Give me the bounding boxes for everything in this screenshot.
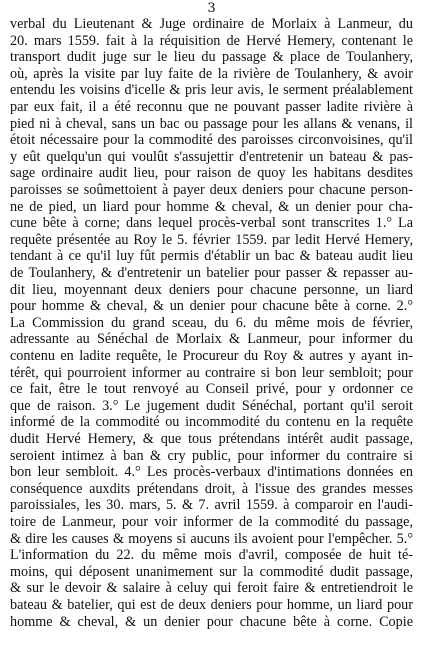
text-line: étoit nécessaire pour la commodité des paroisses circonvoisines, qu'il <box>10 132 413 149</box>
text-line: que de raison. 3.° Le jugement dudit Sénéchal, portant qu'il seroit <box>10 397 413 414</box>
text-line: de Toulanhery, & d'entretenir un batelier pour passer & repasser au- <box>10 265 413 281</box>
text-line: moins, qui déposent unanimement sur la commodité dudit passage, <box>10 563 413 580</box>
text-line: & sur le devoir & salaire à celuy qui feroit faire & entretiendroit le <box>10 580 413 597</box>
text-line: toire de Lanmeur, pour voir informer de la commodité du passage, <box>10 514 413 530</box>
text-line: térêt, qui pourroient informer au contraire si bon leur sembloit; pour <box>10 364 413 381</box>
text-line: entendu les voisins d'icelle & pris leur avis, le serment préalablement <box>10 82 413 99</box>
text-line: pied ni à cheval, sans un bac ou passage pour les allans & venans, il <box>10 115 413 132</box>
text-line: paroissiales, les 30. mars, 5. & 7. avril 1559. à comparoir en l'audi- <box>10 497 413 514</box>
text-line: paroisses se soûmettoient à payer deux deniers pour chacune person- <box>10 182 413 198</box>
text-line: dudit Hervé Hemery, & que tous prétendans intérêt audit passage, <box>10 431 413 447</box>
text-line: bon leur sembloit. 4.° Les procès-verbaux d'intimations données en <box>10 464 413 481</box>
text-line: tendant à ce qu'il luy fût permis d'établir un bac & bateau audit lieu <box>10 248 413 265</box>
text-line: bateau & batelier, qui est de deux deniers pour homme, un liard pour <box>10 597 413 613</box>
text-line: conséquence auxdits prétendans droit, à l'issue des grandes messes <box>10 480 413 497</box>
text-line: informé de la commodité ou incommodité du contenu en la requête <box>10 414 413 431</box>
text-line: y eût quelqu'un qui voulût s'assujettir d'entretenir un bateau & pas- <box>10 148 413 165</box>
text-line: ne de pied, un liard pour homme & cheval, & un denier pour cha- <box>10 198 413 215</box>
text-line: seroient intimez à ban & cry public, pour informer du contraire si <box>10 447 413 464</box>
text-line: 20. mars 1559. fait à la réquisition de Hervé Hemery, contenant le <box>10 32 413 49</box>
text-line: cune bête à corne; dans lequel procès-verbal sont transcrites 1.° La <box>10 215 413 232</box>
text-line: dit lieu, moyennant deux deniers pour chacune personne, un liard <box>10 281 413 298</box>
page-number: 3 <box>207 1 216 16</box>
text-line: où, après la visite par luy faite de la rivière de Toulanhery, & avoir <box>10 65 413 82</box>
text-line: & dire les causes & moyens si aucuns ils avoient pour l'empêcher. 5.° <box>10 530 413 547</box>
text-line: transport dudit juge sur le lieu du passage & place de Toulanhery, <box>10 49 413 66</box>
text-line: ce fait, être le tout renvoyé au Conseil privé, pour y ordonner ce <box>10 381 413 398</box>
text-line: homme & cheval, & un denier pour chacune bête à corne. Copie <box>10 613 413 630</box>
text-line: contenu en ladite requête, le Procureur du Roy & autres y ayant in- <box>10 348 413 364</box>
text-line: sage ordinaire audit lieu, pour raison de quoy les habitans desdites <box>10 165 413 182</box>
text-line: requête présentée au Roy le 5. février 1559. par ledit Hervé Hemery, <box>10 231 413 248</box>
text-line: La Commission du grand sceau, du 6. du même mois de février, <box>10 314 413 331</box>
text-line: par eux fait, il a été reconnu que ne pouvant passer ladite rivière à <box>10 99 413 115</box>
text-line: L'information du 22. du même mois d'avril, composée de huit té- <box>10 547 413 564</box>
text-line: adressante au Sénéchal de Morlaix & Lanmeur, pour informer du <box>10 331 413 348</box>
text-line: verbal du Lieutenant & Juge ordinaire de Morlaix à Lanmeur, du <box>10 16 413 32</box>
text-line: pour homme & cheval, & un denier pour chacune bête à corne. 2.° <box>10 298 413 315</box>
